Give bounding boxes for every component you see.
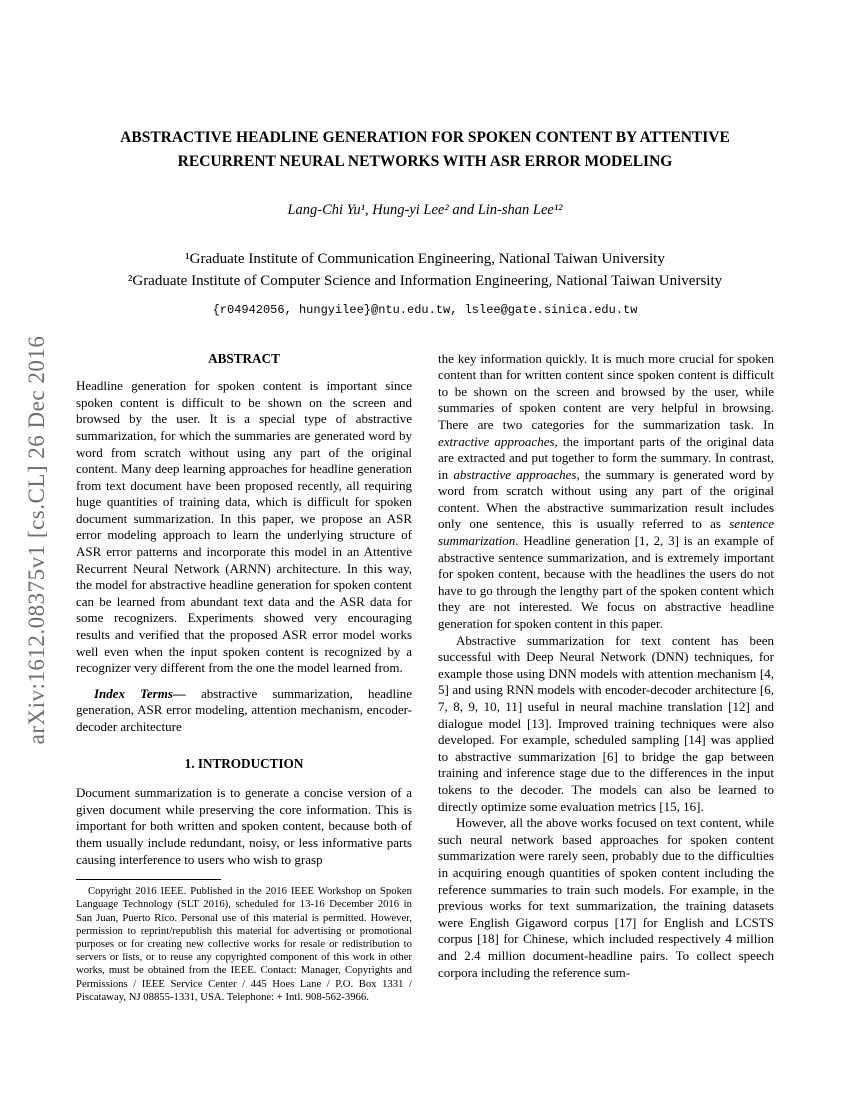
abstract-heading: ABSTRACT	[208, 350, 280, 366]
author-emails: {r04942056, hungyilee}@ntu.edu.tw, lslee@gate.sinica.edu.tw	[212, 302, 638, 317]
introduction-paragraph: Document summarization is to generate a concise version of a given document while preserving the core information. This is important for both written and spoken content, because both of them usually include redundant, noisy, or less informative parts causing interference to users who wish to grasp	[76, 785, 412, 867]
right-column	[438, 351, 774, 1004]
body-paragraph-3: However, all the above works focused on text content, while such neural network based approaches for spoken content summarization were rarely seen, probably due to the difficulties in acquiring enough quantities of spoken content including the reference summaries to train such models. For example, in the previous works for text summarization, the training datasets were English Gigaword corpus [17] for English and LCSTS corpus [18] for Chinese, which included respectively 4 million and 2.4 million document-headline pairs. To collect speech corpora including the reference sum-	[438, 815, 774, 980]
introduction-heading: 1. INTRODUCTION	[184, 755, 304, 771]
affiliation-line-2: ²Graduate Institute of Computer Science and Information Engineering, National Taiwan University	[127, 272, 723, 289]
index-terms-paragraph: Index Terms— abstractive summarization, headline generation, ASR error modeling, attention mechanism, encoder-decoder architecture	[76, 685, 412, 734]
page-content	[76, 0, 774, 1004]
body-paragraph-1: the key information quickly. It is much more crucial for spoken content than for written content since spoken content is difficult to be shown on the screen and browsed by the user, while summaries of spoken content are very helpful in browsing. There are two categories for the summarization task. In extractive approaches, the important parts of the original data are extracted and put together to form the summary. In contrast, in abstractive approaches, the summary is generated word by word from scratch without using any part of the original content. When the abstractive summarization result includes only one sentence, this is usually referred to as sentence summarization. Headline generation [1, 2, 3] is an example of abstractive sentence summarization, and is extremely important for spoken content, because with the headlines the users do not have to go through the lengthy part of the spoken content which they are not interested. We focus on abstractive headline generation for spoken content in this paper.	[438, 350, 775, 632]
copyright-footnote: Copyright 2016 IEEE. Published in the 2016 IEEE Workshop on Spoken Language Technology (SLT 2016), scheduled for 13-16 December 2016 in San Juan, Puerto Rico. Personal use of this material is permitted. However, permission to reprint/republish this material for advertising or promotional purposes or for creating new collective works for resale or redistribution to servers or lists, or to reuse any copyrighted component of this work in other works, must be obtained from the IEEE. Contact: Manager, Copyrights and Permissions / IEEE Service Center / 445 Hoes Lane / P.O. Box 1331 / Piscataway, NJ 08855-1331, USA. Telephone: + Intl. 908-562-3966.	[76, 885, 412, 1003]
body-paragraph-2: Abstractive summarization for text content has been successful with Deep Neural Network (DNN) techniques, for example those using DNN models with attention mechanism [4, 5] and using RNN models with encoder-decoder architecture [6, 7, 8, 9, 10, 11] useful in neural machine translation [12] and dialogue model [13]. Improved training techniques were also developed. For example, scheduled sampling [14] was applied to abstractive summarization [6] to bridge the gap between training and inference stage due to the differences in the input tokens to the decoder. The models can also be learned to directly optimize some evaluation metrics [15, 16].	[438, 632, 774, 814]
left-column	[76, 351, 412, 1004]
paper-title	[76, 126, 774, 174]
authors-line: Lang-Chi Yu¹, Hung-yi Lee² and Lin-shan Lee¹²	[287, 202, 563, 219]
paper-title-line-1: ABSTRACTIVE HEADLINE GENERATION FOR SPOKEN CONTENT BY ATTENTIVE	[120, 129, 730, 146]
footnote-rule	[76, 879, 221, 880]
abstract-paragraph: Headline generation for spoken content is important since spoken content is difficult to be shown on the screen and browsed by the user. It is a special type of abstractive summarization, for which the summaries are generated word by word from scratch without using any part of the original content. Many deep learning approaches for headline generation from text document have been proposed recently, all requiring huge quantities of training data, which is difficult for spoken document summarization. In this paper, we propose an ASR error modeling approach to learn the underlying structure of ASR error patterns and incorporate this model in an Attentive Recurrent Neural Network (ARNN) architecture. In this way, the model for abstractive headline generation for spoken content can be learned from abundant text data and the ASR data for some recognizers. Experiments showed very encouraging results and verified that the proposed ASR error model works well even when the input spoken content is recognized by a recognizer very different from the one the model learned from.	[76, 378, 412, 676]
two-column-body	[76, 351, 774, 1004]
paper-title-line-2: RECURRENT NEURAL NETWORKS WITH ASR ERROR MODELING	[177, 153, 673, 171]
arxiv-stamp: arXiv:1612.08375v1 [cs.CL] 26 Dec 2016	[24, 335, 49, 745]
affiliation-line-1: ¹Graduate Institute of Communication Engineering, National Taiwan University	[185, 251, 665, 268]
affiliations-block	[76, 249, 774, 293]
